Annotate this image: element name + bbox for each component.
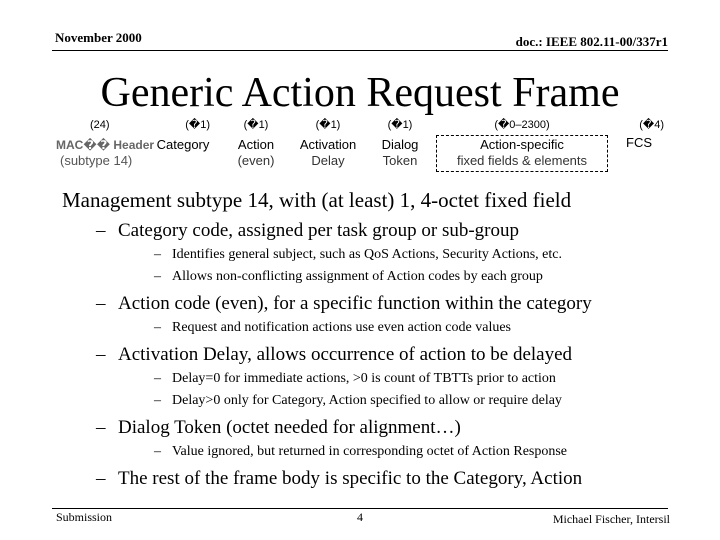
field-category-size: (�1) xyxy=(185,119,210,131)
field-mac-header-sub: (subtype 14) xyxy=(60,153,133,168)
field-action-size: (�1) xyxy=(243,119,269,131)
field-fcs xyxy=(614,118,664,151)
field-category-label: Category xyxy=(156,137,210,152)
field-specific-box xyxy=(436,135,608,172)
field-activation-label: Activation xyxy=(299,137,357,152)
sub-bullet-text: Delay=0 for immediate actions, >0 is count of TBTTs prior to action xyxy=(172,371,556,386)
header-date: November 2000 xyxy=(55,30,142,45)
sub-bullet: – Delay=0 for immediate actions, >0 is count of TBTTs prior to action xyxy=(154,371,556,386)
footer-divider xyxy=(52,508,668,509)
sub-bullet: – Value ignored, but returned in corresponding octet of Action Response xyxy=(154,444,568,459)
sub-bullet-text: Identifies general subject, such as QoS Actions, Security Actions, etc. xyxy=(172,247,562,262)
footer-page-number: 4 xyxy=(357,510,363,524)
bullet-rest: – The rest of the frame body is specific to the Category, Action xyxy=(96,468,583,489)
field-dialog-token xyxy=(370,118,430,169)
main-bullet: Management subtype 14, with (at least) 1, 4-octet fixed field xyxy=(62,188,572,212)
header-divider xyxy=(52,50,668,51)
field-action xyxy=(224,118,288,169)
field-mac-header-size: (24) xyxy=(90,119,110,131)
field-category xyxy=(148,118,218,153)
field-specific-size: (�0–2300) xyxy=(494,119,550,131)
bullet-dialog-text: Dialog Token (octet needed for alignment…) xyxy=(118,417,461,438)
frame-format-diagram xyxy=(0,118,720,178)
field-activation-size: (�1) xyxy=(315,119,341,131)
field-action-specific xyxy=(436,118,608,172)
field-specific-label: Action-specific xyxy=(480,137,564,152)
bullet-activation: – Activation Delay, allows occurrence of action to be delayed xyxy=(96,344,573,365)
field-activation-sub: Delay xyxy=(311,153,345,168)
sub-bullet: – Request and notification actions use even action code values xyxy=(154,320,512,335)
bullet-category-text: Category code, assigned per task group or sub-group xyxy=(118,220,520,241)
footer-author: Michael Fischer, Intersil xyxy=(552,512,670,526)
sub-bullet: – Allows non-conflicting assignment of Action codes by each group xyxy=(154,269,543,284)
bullet-category: – Category code, assigned per task group or sub-group xyxy=(96,220,520,241)
sub-bullet-text: Delay>0 only for Category, Action specified to allow or require delay xyxy=(172,393,562,408)
field-mac-header xyxy=(56,118,156,169)
field-fcs-label: FCS xyxy=(626,135,652,150)
field-dialog-label: Dialog xyxy=(381,137,419,152)
bullet-action: – Action code (even), for a specific function within the category xyxy=(96,293,592,314)
sub-bullet-text: Request and notification actions use even action code values xyxy=(172,320,512,335)
field-action-sub: (even) xyxy=(237,153,275,168)
field-dialog-sub: Token xyxy=(382,153,418,168)
bullet-list xyxy=(62,185,702,492)
bullet-activation-text: Activation Delay, allows occurrence of action to be delayed xyxy=(118,344,573,365)
sub-bullet: – Delay>0 only for Category, Action specified to allow or require delay xyxy=(154,393,562,408)
field-mac-header-label: MAC�� Header xyxy=(56,138,155,152)
sub-bullet: – Identifies general subject, such as QoS Actions, Security Actions, etc. xyxy=(154,247,562,262)
bullet-rest-text: The rest of the frame body is specific to the Category, Action xyxy=(118,468,583,489)
field-activation-delay xyxy=(292,118,364,169)
sub-bullet-text: Allows non-conflicting assignment of Action codes by each group xyxy=(172,269,543,284)
field-specific-sub: fixed fields & elements xyxy=(456,153,588,168)
header-doc-id: doc.: IEEE 802.11-00/337r1 xyxy=(515,34,668,49)
bullet-dialog: – Dialog Token (octet needed for alignment…) xyxy=(96,417,461,438)
field-fcs-size: (�4) xyxy=(639,119,664,131)
field-dialog-size: (�1) xyxy=(387,119,413,131)
sub-bullet-text: Value ignored, but returned in corresponding octet of Action Response xyxy=(172,444,568,459)
footer-submission: Submission xyxy=(56,510,113,524)
slide-title: Generic Action Request Frame xyxy=(100,70,620,116)
field-action-label: Action xyxy=(237,137,275,152)
bullet-action-text: Action code (even), for a specific function within the category xyxy=(118,293,592,314)
